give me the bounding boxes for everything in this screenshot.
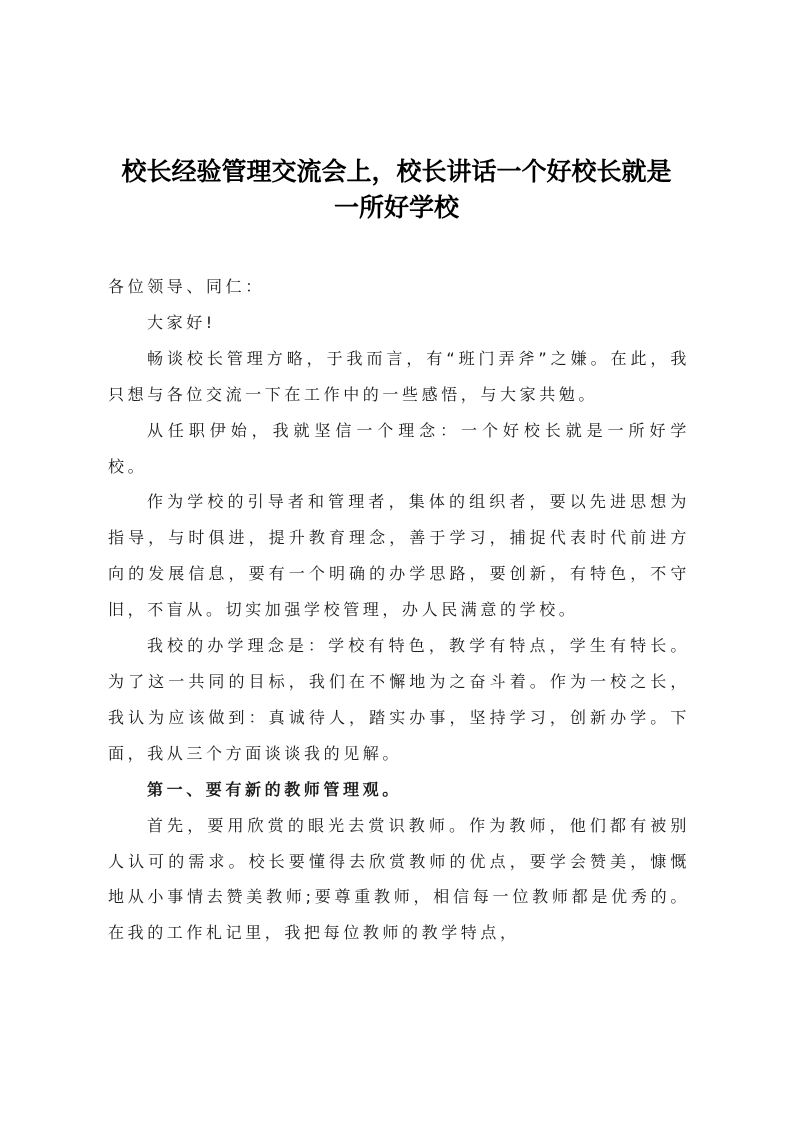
paragraph-intro: 畅谈校长管理方略，于我而言，有“班门弄斧”之嫌。在此，我只想与各位交流一下在工作中的一些感悟，与大家共勉。 bbox=[108, 348, 690, 404]
paragraph-role: 作为学校的引导者和管理者，集体的组织者，要以先进思想为指导，与时俱进，提升教育理念，善于学习，捕捉代表时代前进方向的发展信息，要有一个明确的办学思路，要创新，有特色，不守旧，不盲从。切实加强学校管理，办人民满意的学校。 bbox=[108, 492, 690, 620]
section-heading-1: 第一、要有新的教师管理观。 bbox=[147, 779, 402, 799]
document-title bbox=[100, 154, 693, 226]
paragraph-greeting: 大家好! bbox=[147, 312, 216, 332]
title-line-2: 一所好学校 bbox=[333, 193, 459, 222]
title-line-1: 校长经验管理交流会上，校长讲话一个好校长就是 bbox=[121, 157, 672, 186]
document-body bbox=[108, 269, 690, 951]
paragraph-philosophy: 我校的办学理念是：学校有特色，教学有特点，学生有特长。为了这一共同的目标，我们在不懈地为之奋斗着。作为一校之长，我认为应该做到：真诚待人，踏实办事，坚持学习，创新办学。下面，我从三个方面谈谈我的见解。 bbox=[108, 636, 690, 763]
salutation: 各位领导、同仁： bbox=[108, 277, 265, 296]
paragraph-appreciate-teachers: 首先，要用欣赏的眼光去赏识教师。作为教师，他们都有被别人认可的需求。校长要懂得去欣赏教师的优点，要学会赞美，慷慨地从小事情去赞美教师;要尊重教师，相信每一位教师都是优秀的。在我的工作札记里，我把每位教师的教学特点， bbox=[108, 815, 690, 943]
paragraph-belief: 从任职伊始，我就坚信一个理念：一个好校长就是一所好学校。 bbox=[108, 420, 690, 476]
